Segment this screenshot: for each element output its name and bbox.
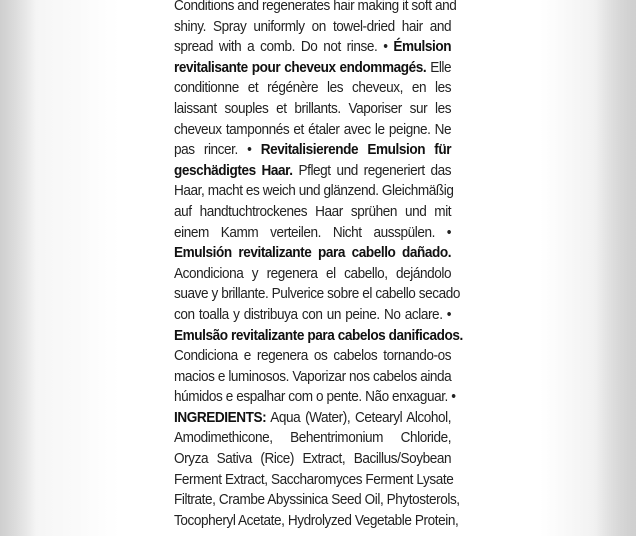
label-line [174, 470, 454, 491]
label-body-text: Acondiciona y regenera el cabello, dejándolo [174, 265, 452, 282]
label-line [174, 511, 459, 532]
label-body-text: spread with a comb. Do not rinse. • [174, 39, 394, 56]
label-line [174, 264, 451, 285]
label-line [174, 223, 451, 244]
label-line [174, 140, 451, 161]
label-body-text: Aqua (Water), Cetearyl Alcohol, [266, 409, 452, 426]
label-body-text: macios e luminosos. Vaporizar nos cabelos ainda [174, 368, 452, 385]
label-line [174, 326, 463, 347]
label-heading-text: revitalisante pour cheveux endommagés. [174, 59, 427, 76]
label-body-text: einem Kamm verteilen. Nicht ausspülen. • [174, 224, 452, 241]
label-body-text: laissant souples et brillants. Vaporiser sur les [174, 100, 452, 117]
label-body-text: shiny. Spray uniformly on towel-dried hair and [174, 18, 452, 35]
label-heading-text: INGREDIENTS: [174, 409, 267, 426]
label-body-text: Haar, macht es weich und glänzend. Gleichmäßig [174, 183, 454, 200]
label-line [174, 346, 451, 367]
label-line [174, 78, 451, 99]
label-body-text: Filtrate, Crambe Abyssinica Seed Oil, Phytosterols, [174, 492, 460, 509]
label-line [174, 243, 451, 264]
label-line [174, 120, 451, 141]
label-heading-text: Emulsión revitalizante para cabello dañado. [174, 245, 452, 262]
label-line [174, 449, 451, 470]
label-body-text: con toalla y distribuya con un peine. No aclare. • [174, 306, 452, 323]
label-body-text: Pflegt und regeneriert das [292, 162, 452, 179]
label-line [174, 305, 451, 326]
label-line [174, 428, 451, 449]
label-line [174, 17, 451, 38]
label-heading-text: Revitalisierende Emulsion für [260, 142, 452, 159]
label-body-text: conditionne et régénère les cheveux, en les [174, 80, 452, 97]
label-line [174, 408, 451, 429]
label-line [174, 0, 457, 17]
label-line [174, 37, 451, 58]
label-heading-text: Emulsão revitalizante para cabelos danificados. [174, 327, 463, 344]
label-body-text: Amodimethicone, Behentrimonium Chloride, [174, 430, 452, 447]
product-label-text [174, 0, 463, 531]
label-line [174, 202, 451, 223]
label-line [174, 367, 451, 388]
label-line [174, 387, 456, 408]
label-body-text: Tocopheryl Acetate, Hydrolyzed Vegetable Protein, [174, 512, 459, 529]
bottle-left-shading [0, 0, 36, 536]
label-body-text: auf handtuchtrockenes Haar sprühen und mit [174, 203, 452, 220]
label-body-text: pas rincer. • [174, 142, 261, 159]
label-line [174, 58, 451, 79]
label-body-text: Condiciona e regenera os cabelos tornando-os [174, 348, 452, 365]
label-body-text: Oryza Sativa (Rice) Extract, Bacillus/Soybean [174, 451, 452, 468]
label-line [174, 490, 460, 511]
label-line [174, 181, 454, 202]
label-body-text: Elle [426, 59, 452, 76]
label-heading-text: Émulsion [393, 39, 452, 56]
label-line [174, 161, 451, 182]
label-body-text: húmidos e espalhar com o pente. Não enxaguar. • [174, 389, 456, 406]
label-line [174, 99, 451, 120]
label-body-text: Ferment Extract, Saccharomyces Ferment Lysate [174, 471, 454, 488]
label-line [174, 284, 461, 305]
label-body-text: cheveux tamponnés et étaler avec le peigne. Ne [174, 121, 452, 138]
bottle-right-shading [596, 0, 636, 536]
label-body-text: suave y brillante. Pulverice sobre el cabello secado [174, 286, 461, 303]
label-body-text: Conditions and regenerates hair making it soft and [174, 0, 457, 14]
label-heading-text: geschädigtes Haar. [174, 162, 293, 179]
